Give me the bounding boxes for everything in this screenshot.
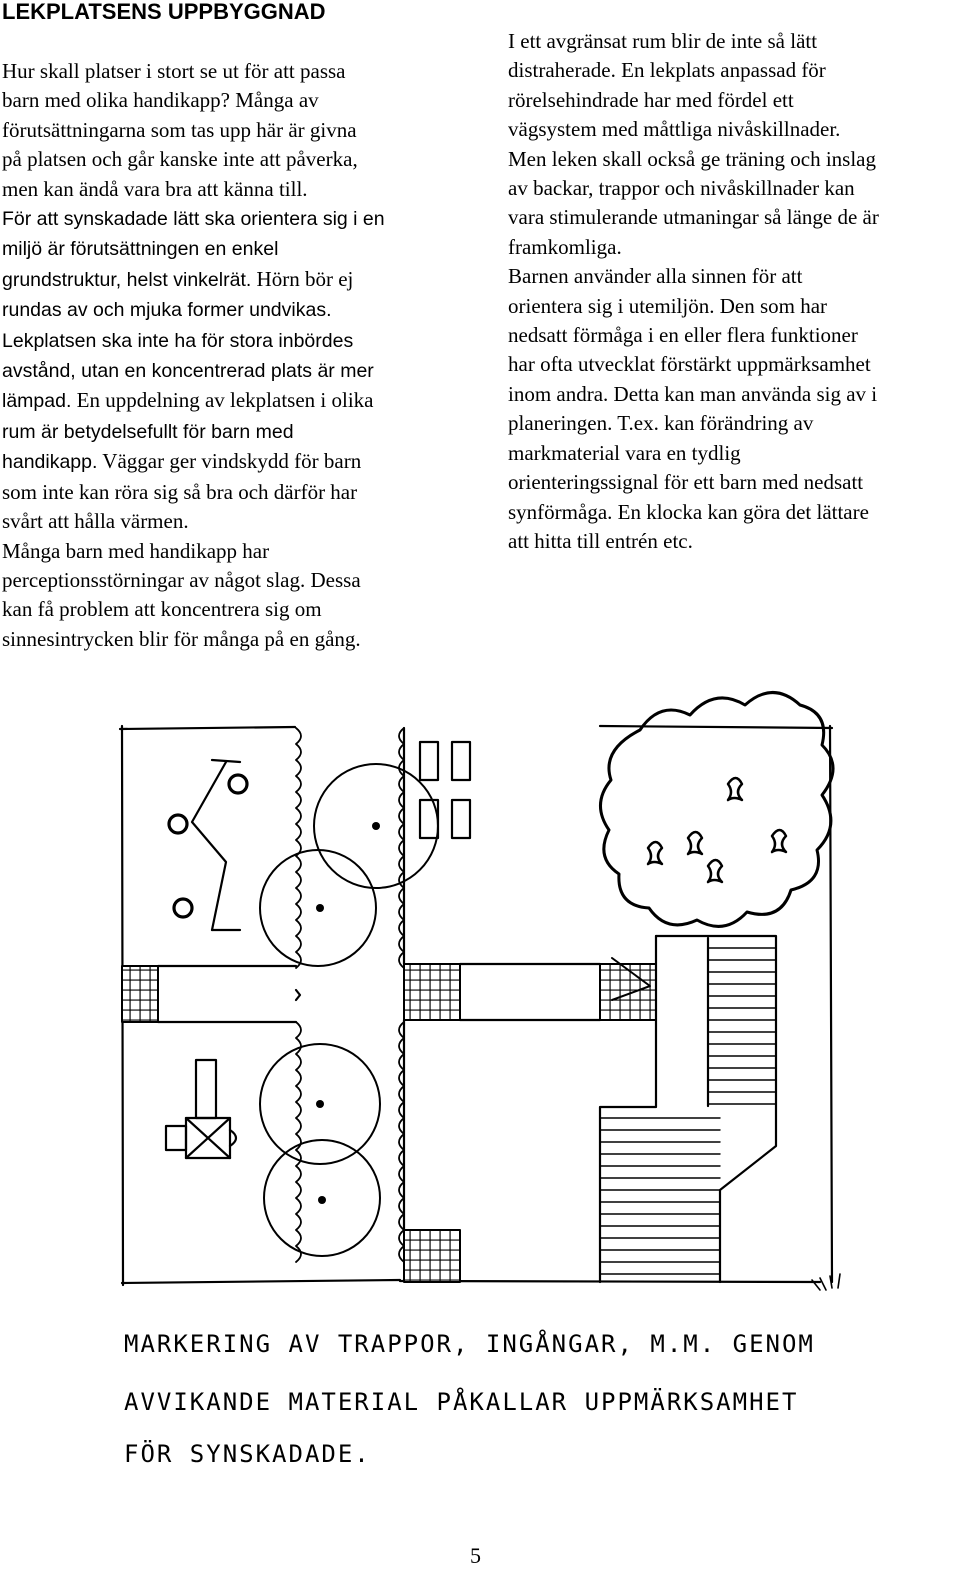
left-column-line: avstånd, utan en koncentrerad plats är mer: [2, 360, 374, 383]
right-column-line: inom andra. Detta kan man använda sig av i: [508, 381, 878, 406]
right-column-line: orienteringssignal för ett barn med nedsatt: [508, 470, 864, 495]
right-column-line: orientera sig i utemiljön. Den som har: [508, 293, 828, 318]
page-number: 5: [470, 1543, 481, 1568]
left-column-line: rundas av och mjuka former undvikas.: [2, 299, 332, 322]
hedge-strip: [296, 728, 404, 1262]
playground-plan-sketch: [0, 690, 960, 1490]
star-flower-icons: [648, 778, 786, 882]
sketch-caption: [124, 1329, 815, 1468]
right-column-line: har ofta utvecklat förstärkt uppmärksamhet: [508, 352, 871, 377]
left-column-line: kan få problem att koncentrera sig om: [2, 597, 322, 622]
left-column-line: perceptionsstörningar av något slag. Dessa: [2, 567, 361, 592]
right-column-line: Men leken skall också ge träning och inslag: [508, 146, 876, 171]
sketch-caption-line-1: MARKERING AV TRAPPOR, INGÅNGAR, M.M. GENOM: [124, 1330, 815, 1358]
swing-set-icon: [169, 760, 247, 930]
sketch-caption-line-3: FÖR SYNSKADADE.: [124, 1440, 371, 1468]
left-column-line: förutsättningarna som tas upp här är givna: [2, 117, 357, 142]
right-column-line: I ett avgränsat rum blir de inte så lätt: [508, 29, 818, 53]
right-column-line: rörelsehindrade har med fördel ett: [508, 87, 794, 112]
left-column-line: på platsen och går kanske inte att påverka,: [2, 147, 358, 172]
left-column-text: [2, 57, 472, 654]
left-column-line: grundstruktur, helst vinkelrät. Hörn bör ej: [2, 266, 354, 291]
left-column-line: Hur skall platser i stort se ut för att passa: [2, 59, 346, 83]
site-boundary: [120, 726, 832, 1285]
right-column-line: markmaterial vara en tydlig: [508, 440, 741, 465]
right-column-line: planeringen. T.ex. kan förändring av: [508, 411, 814, 436]
path-edges: [158, 728, 600, 1230]
left-column-line: sinnesintrycken blir för många på en gång.: [2, 626, 361, 651]
left-column-line: miljö är förutsättningen en enkel: [2, 238, 279, 261]
left-column-line: som inte kan röra sig så bra och därför har: [2, 479, 358, 504]
left-column-line: rum är betydelsefullt för barn med: [2, 420, 294, 443]
right-column-line: att hitta till entrén etc.: [508, 528, 693, 553]
right-column-text: [508, 27, 958, 556]
left-column-line: barn med olika handikapp? Många av: [2, 88, 319, 113]
left-column-line: svårt att hålla värmen.: [2, 509, 189, 534]
left-column-line: För att synskadade lätt ska orientera sig i en: [2, 208, 385, 231]
left-column-line: lämpad. En uppdelning av lekplatsen i olika: [2, 388, 374, 413]
page-heading: LEKPLATSENS UPPBYGGNAD: [2, 0, 326, 24]
left-column-line: men kan ändå vara bra att känna till.: [2, 176, 308, 201]
right-column-line: vägsystem med måttliga nivåskillnader.: [508, 117, 841, 142]
right-column-line: synförmåga. En klocka kan göra det lättare: [508, 499, 869, 524]
left-column-line: Många barn med handikapp har: [2, 538, 270, 563]
right-column-line: Barnen använder alla sinnen för att: [508, 264, 803, 289]
right-column-line: framkomliga.: [508, 234, 622, 259]
sketch-caption-line-2: AVVIKANDE MATERIAL PÅKALLAR UPPMÄRKSAMHET: [124, 1388, 799, 1416]
right-column-line: vara stimulerande utmaningar så länge de är: [508, 205, 879, 230]
right-column-line: av backar, trappor och nivåskillnader kan: [508, 176, 855, 201]
left-column-line: handikapp. Väggar ger vindskydd för barn: [2, 449, 362, 474]
crossing-markings: [122, 964, 656, 1282]
left-column-line: Lekplatsen ska inte ha för stora inbördes: [2, 329, 354, 352]
play-equipment-icon: [166, 1060, 236, 1158]
right-column-line: distraherade. En lekplats anpassad för: [508, 58, 826, 83]
right-column-line: nedsatt förmåga i en eller flera funktioner: [508, 323, 858, 348]
